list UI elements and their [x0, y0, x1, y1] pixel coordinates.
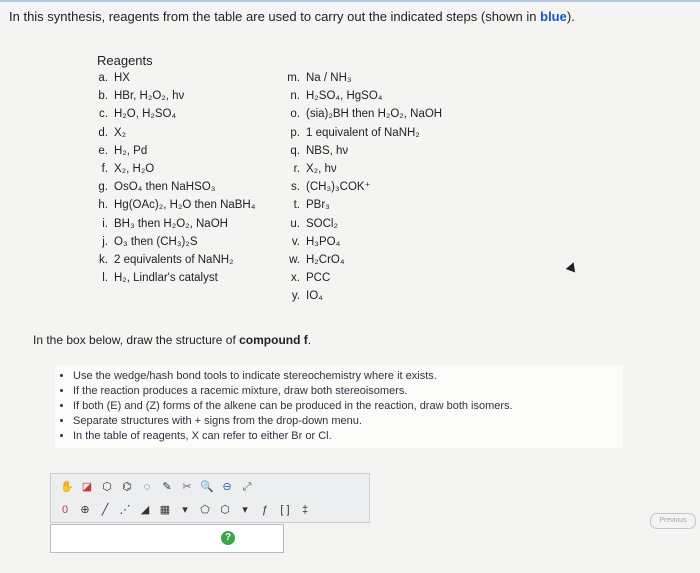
reagent-letter: a. — [98, 72, 108, 84]
reagent-text: H₂O, H₂SO₄ — [114, 108, 177, 121]
top-border — [0, 0, 700, 2]
reagents-title: Reagents — [97, 53, 153, 68]
reagent-letter: q. — [290, 144, 300, 157]
prompt-text — [33, 333, 311, 347]
mouse-cursor-icon — [566, 261, 578, 273]
reagent-letter: j. — [102, 235, 108, 248]
bond-hash-icon[interactable]: ▦ — [159, 504, 171, 516]
function-icon[interactable]: ƒ — [261, 504, 269, 516]
reagent-letter: n. — [290, 90, 300, 103]
drawing-toolbar — [50, 473, 370, 523]
bond-single-icon[interactable]: ╱ — [101, 504, 109, 516]
zoom-out-icon[interactable]: ⊖ — [222, 481, 232, 493]
intro-highlight: blue — [540, 9, 567, 24]
reagent-letter: w. — [289, 254, 300, 266]
reagent-text: Hg(OAc)₂, H₂O then NaBH₄ — [114, 199, 256, 212]
intro-text-before: In this synthesis, reagents from the table are used to carry out the indicated steps (shown in — [9, 9, 541, 24]
reagent-text: H₃PO₄ — [306, 235, 341, 248]
lasso-icon[interactable]: ◌ — [143, 481, 151, 493]
reagent-letter: t. — [293, 199, 300, 212]
reagent-letter: p. — [290, 126, 300, 139]
ring-dropdown-icon[interactable]: ▾ — [242, 504, 248, 516]
instruction-item: • In the table of reagents, X can refer to either Br or Cl. — [73, 429, 619, 444]
reagent-text: HX — [114, 72, 130, 84]
reagent-text: NBS, hν — [306, 144, 349, 157]
bond-wedge-icon[interactable]: ◢ — [140, 504, 150, 516]
template-icon[interactable]: ⌬ — [122, 481, 132, 493]
reagent-text: BH₃ then H₂O₂, NaOH — [114, 217, 228, 230]
reagent-text: H₂CrO₄ — [306, 254, 345, 266]
reagent-text: Na / NH₃ — [306, 72, 352, 84]
reagent-letter: u. — [290, 217, 300, 230]
reagent-letter: e. — [98, 144, 108, 157]
reagent-letter: o. — [290, 108, 300, 121]
reagent-letter: l. — [102, 272, 108, 285]
intro-text-after: ). — [566, 9, 575, 24]
reagent-text: PBr₃ — [306, 199, 330, 212]
text-icon[interactable]: ✎ — [162, 481, 172, 493]
reagent-text: SOCl₂ — [306, 217, 338, 230]
add-charge-icon[interactable]: ⊕ — [80, 504, 90, 516]
reagent-letter: k. — [99, 254, 108, 266]
prompt-text-before: In the box below, draw the structure of — [33, 333, 240, 347]
instruction-item: • Separate structures with + signs from the drop-down menu. — [73, 414, 619, 429]
zoom-in-icon[interactable]: 🔍 — [200, 481, 214, 493]
bond-dropdown-icon[interactable]: ▾ — [182, 504, 188, 516]
reagent-letter: s. — [291, 181, 300, 194]
reagent-letter: x. — [291, 272, 300, 285]
reagent-text: X₂ — [114, 126, 127, 139]
reagent-text: O₃ then (CH₃)₂S — [114, 235, 198, 248]
reagent-text: OsO₄ then NaHSO₃ — [114, 181, 216, 194]
superscript-icon[interactable]: ‡ — [301, 504, 309, 516]
reagent-text: HBr, H₂O₂, hν — [114, 90, 185, 103]
ring-icon[interactable]: ⬡ — [102, 481, 112, 493]
reagent-letter: b. — [98, 90, 108, 103]
reagent-text: H₂, Lindlar's catalyst — [114, 272, 218, 285]
reagent-text: X₂, hν — [306, 163, 337, 175]
reagent-text: 2 equivalents of NaNH₂ — [114, 254, 234, 266]
reagent-letter: c. — [99, 108, 108, 121]
instruction-item: • If both (E) and (Z) forms of the alkene can be produced in the reaction, draw both isomers. — [73, 399, 619, 414]
instruction-item: • Use the wedge/hash bond tools to indicate stereochemistry where it exists. — [73, 369, 619, 384]
reagent-text: H₂SO₄, HgSO₄ — [306, 90, 383, 103]
reagent-letter: i. — [102, 217, 108, 230]
charge-minus-icon[interactable]: 0 — [61, 504, 69, 516]
prompt-highlight: compound f — [239, 333, 308, 347]
reagent-text: X₂, H₂O — [114, 163, 155, 175]
reagent-letter: m. — [287, 72, 300, 84]
ring-hexagon-icon[interactable]: ⬡ — [220, 504, 230, 516]
reagent-text: H₂, Pd — [114, 144, 148, 157]
reagent-text: (sia)₂BH then H₂O₂, NaOH — [306, 108, 443, 121]
prompt-text-after: . — [307, 333, 312, 347]
reagent-text: 1 equivalent of NaNH₂ — [306, 126, 420, 139]
instruction-item: • If the reaction produces a racemic mixture, draw both stereoisomers. — [73, 384, 619, 399]
reagent-letter: r. — [293, 163, 300, 175]
reagent-text: (CH₃)₃COK⁺ — [306, 181, 371, 194]
bracket-icon[interactable]: [ ] — [280, 504, 290, 516]
reagent-letter: h. — [98, 199, 108, 212]
cut-icon[interactable]: ✂ — [182, 481, 192, 493]
reagent-text: PCC — [306, 272, 331, 285]
expand-icon[interactable]: ⤢ — [242, 481, 252, 493]
reagent-letter: g. — [98, 181, 108, 194]
intro-text — [9, 9, 575, 24]
reagent-letter: f. — [101, 163, 108, 175]
eraser-icon[interactable]: ◪ — [81, 481, 93, 493]
previous-button[interactable]: Previous — [650, 513, 696, 529]
reagent-letter: d. — [98, 126, 108, 139]
drawing-canvas[interactable] — [50, 524, 284, 553]
hand-icon[interactable]: ✋ — [60, 481, 74, 493]
reagent-letter: y. — [291, 290, 300, 303]
ring-pentagon-icon[interactable]: ⬠ — [200, 504, 210, 516]
reagent-text: IO₄ — [306, 290, 323, 303]
bond-dashed-icon[interactable]: ⋰ — [119, 504, 131, 516]
help-button[interactable]: ? — [221, 531, 235, 545]
instructions-box — [55, 365, 623, 448]
reagent-letter: v. — [291, 235, 300, 248]
